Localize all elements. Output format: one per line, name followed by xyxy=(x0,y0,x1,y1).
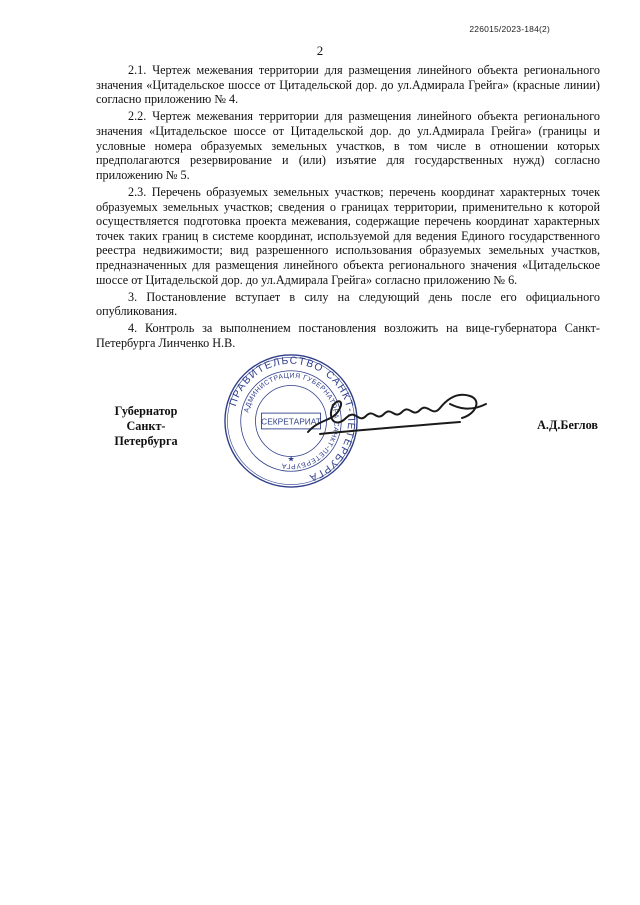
seal-outer-text: ПРАВИТЕЛЬСТВО САНКТ-ПЕТЕРБУРГА xyxy=(227,355,357,484)
seal-inner-text: АДМИНИСТРАЦИЯ ГУБЕРНАТОРА САНКТ-ПЕТЕРБУРГА xyxy=(243,372,340,470)
paragraph-3: 3. Постановление вступает в силу на следующий день после его официального опубликования. xyxy=(96,289,600,319)
svg-text:★: ★ xyxy=(287,454,295,464)
paragraph-2-3: 2.3. Перечень образуемых земельных участков; перечень координат характерных точек образуемых земельных участков; сведения о границах территории, применительно к которой осуществляется подготовка проекта межевания, содержащие перечень координат характерных точек таких границ в системе координат, используемой для ведения Единого государственного реестра недвижимости; вид разрешенного использования образуемых земельных участков, предназначенных для размещения линейного объекта регионального значения «Цитадельское шоссе от Цитадельской дор. до ул.Адмирала Грейга» согласно приложению № 6. xyxy=(96,184,600,287)
page-number: 2 xyxy=(316,43,324,58)
paragraph-4: 4. Контроль за выполнением постановления возложить на вице-губернатора Санкт-Петербурга Линченко Н.В. xyxy=(96,321,600,351)
seal-center-text: СЕКРЕТАРИАТ xyxy=(261,416,321,427)
paragraph-2-1: 2.1. Чертеж межевания территории для размещения линейного объекта регионального значения «Цитадельское шоссе от Цитадельской дор. до ул.Адмирала Грейга» (красные линии) согласно приложению № 4. xyxy=(96,63,600,107)
position-title: Губернатор xyxy=(114,404,178,418)
paragraph-2-2: 2.2. Чертеж межевания территории для размещения линейного объекта регионального значения «Цитадельское шоссе от Цитадельской дор. до ул.Адмирала Грейга» (границы и условные номера образуемых земельных участков, в том числе в отношении которых предполагаются резервирование и (или) изъятие для государственных нужд) согласно приложению № 5. xyxy=(96,109,600,182)
document-body xyxy=(96,63,600,353)
signatory-position xyxy=(96,404,196,449)
document-id: 226015/2023-184(2) xyxy=(469,24,550,34)
position-city: Санкт-Петербурга xyxy=(114,419,178,448)
handwritten-signature-icon xyxy=(300,378,500,450)
signatory-name: А.Д.Беглов xyxy=(537,418,598,432)
